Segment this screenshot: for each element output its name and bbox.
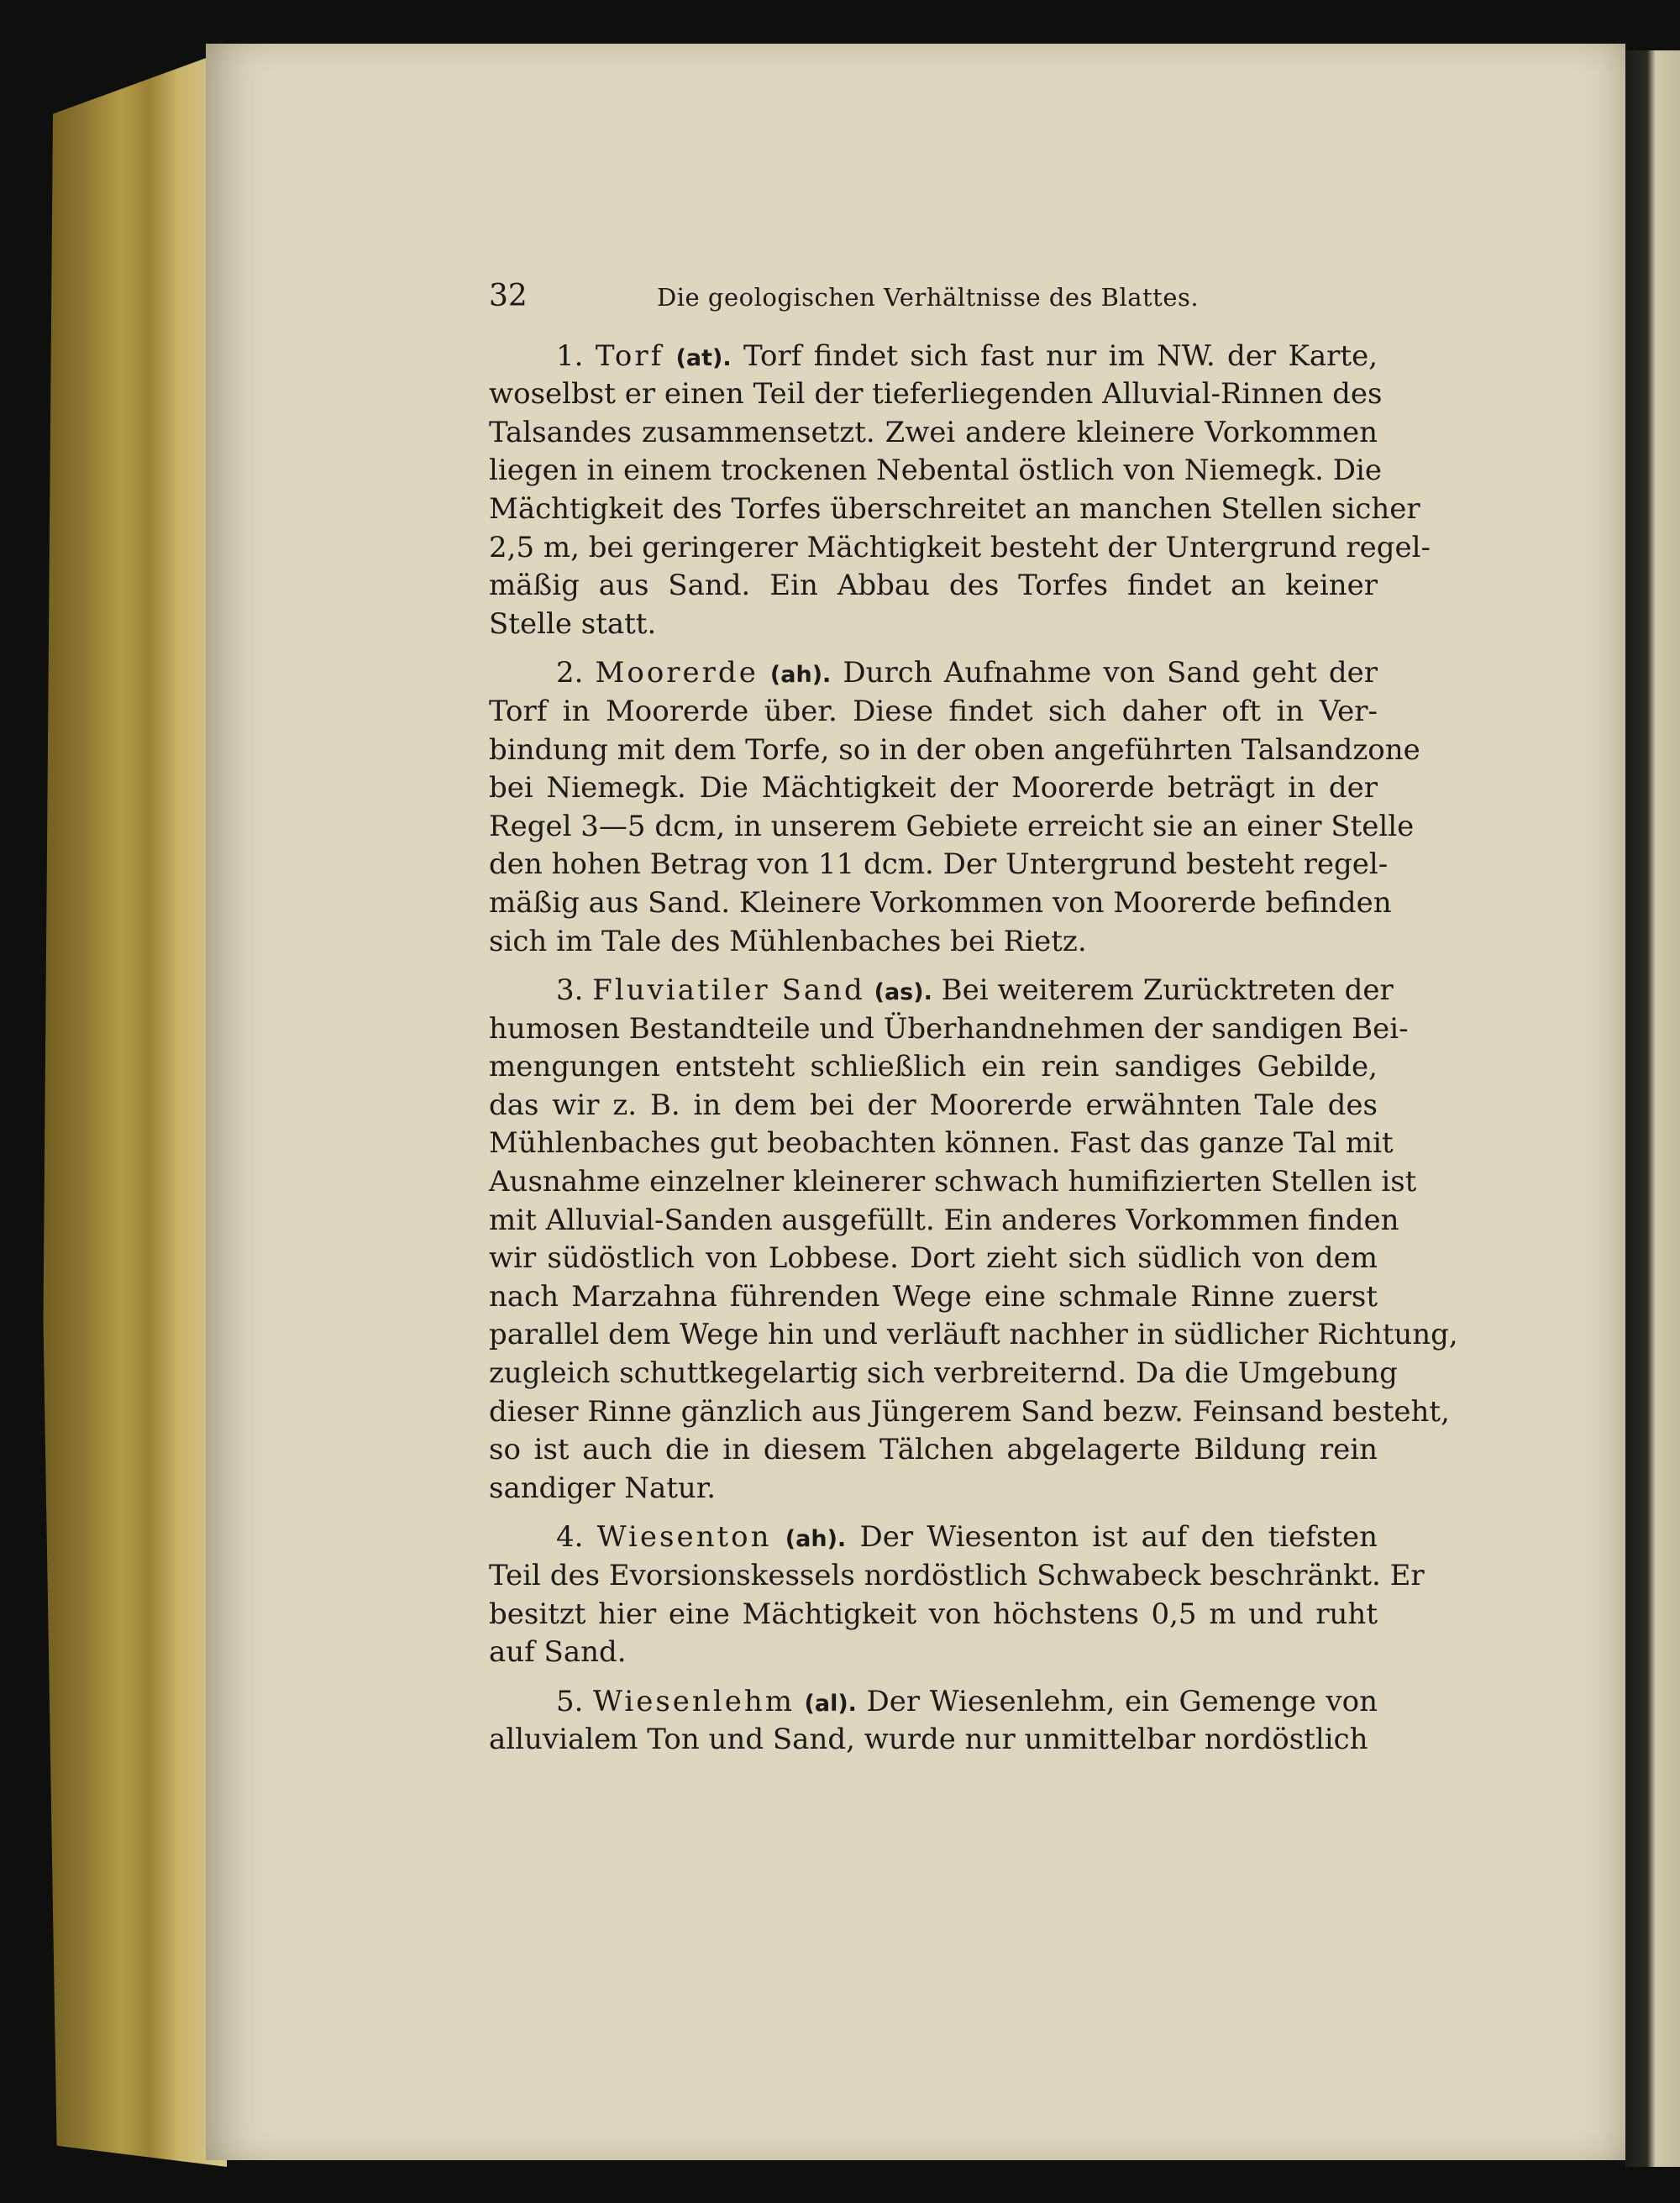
section-number: 2. — [556, 656, 584, 690]
section-term: Fluviatiler Sand — [592, 973, 865, 1008]
text-line: humosen Bestandteile und Überhandnehmen der sandigen Bei- — [489, 1011, 1409, 1046]
text-line: Mühlenbaches gut beobachten können. Fast das ganze Tal mit — [489, 1126, 1394, 1161]
running-head-title: Die geologischen Verhältnisse des Blattes. — [657, 283, 1200, 312]
text-line: mäßig aus Sand. Kleinere Vorkommen von Moorerde befinden — [489, 885, 1392, 920]
text-line — [489, 338, 1378, 376]
map-symbol-code: (at). — [675, 344, 732, 371]
text-line: Stelle statt. — [489, 606, 657, 641]
map-symbol-code: (ah). — [785, 1526, 847, 1553]
line-text: Der Wiesenlehm, ein Gemenge von — [866, 1684, 1378, 1718]
text-line: mäßig aus Sand. Ein Abbau des Torfes findet an keiner — [489, 569, 1378, 603]
text-line: mit Alluvial-Sanden ausgefüllt. Ein anderes Vorkommen finden — [489, 1203, 1399, 1237]
page-text — [489, 277, 1458, 1770]
text-line: mengungen entsteht schließlich ein rein sandiges Gebilde, — [489, 1050, 1378, 1084]
text-line: bindung mit dem Torfe, so in der oben angeführten Talsandzone — [489, 732, 1420, 767]
line-text: Durch Aufnahme von Sand geht der — [843, 656, 1378, 690]
text-line: Teil des Evorsionskessels nordöstlich Schwabeck beschränkt. Er — [489, 1559, 1425, 1592]
running-head — [489, 277, 1378, 317]
text-line: sich im Tale des Mühlenbaches bei Rietz. — [489, 924, 1087, 958]
section-term: Torf — [595, 338, 664, 373]
text-line: 2,5 m, bei geringerer Mächtigkeit besteht der Untergrund regel- — [489, 530, 1431, 564]
text-line: zugleich schuttkegelartig sich verbreiternd. Da die Umgebung — [489, 1356, 1398, 1391]
section-paragraph — [489, 654, 1420, 961]
text-line: woselbst er einen Teil der tieferliegenden Alluvial-Rinnen des — [489, 377, 1383, 412]
text-line: sandiger Natur. — [489, 1471, 717, 1505]
line-text: Bei weiterem Zurücktreten der — [941, 973, 1394, 1008]
line-text: Der Wiesenton ist auf den tiefsten — [859, 1520, 1378, 1555]
text-line: alluvialem Ton und Sand, wurde nur unmittelbar nordöstlich — [489, 1723, 1368, 1757]
text-line — [489, 1683, 1378, 1722]
text-line — [489, 654, 1378, 693]
text-line: Regel 3—5 dcm, in unserem Gebiete erreicht sie an einer Stelle — [489, 809, 1415, 843]
text-line: Talsandes zusammensetzt. Zwei andere kleinere Vorkommen — [489, 415, 1378, 449]
text-line: wir südöstlich von Lobbese. Dort zieht sich südlich von dem — [489, 1241, 1378, 1276]
text-line: so ist auch die in diesem Tälchen abgelagerte Bildung rein — [489, 1433, 1378, 1467]
section-number: 3. — [556, 973, 584, 1008]
text-line: auf Sand. — [489, 1635, 627, 1670]
map-symbol-code: (as). — [874, 979, 932, 1006]
section-term: Moorerde — [595, 656, 759, 690]
text-line: parallel dem Wege hin und verläuft nachher in südlicher Richtung, — [489, 1318, 1458, 1352]
text-line: bei Niemegk. Die Mächtigkeit der Moorerde beträgt in der — [489, 771, 1378, 805]
text-line: den hohen Betrag von 11 dcm. Der Untergrund besteht regel- — [489, 847, 1389, 882]
page-number: 32 — [489, 279, 528, 313]
line-text: Torf findet sich fast nur im NW. der Karte, — [743, 338, 1378, 373]
text-line: dieser Rinne gänzlich aus Jüngerem Sand bezw. Feinsand besteht, — [489, 1394, 1450, 1429]
section-term: Wiesenlehm — [593, 1684, 795, 1718]
section-number: 5. — [556, 1684, 584, 1718]
section-number: 1. — [556, 338, 584, 373]
text-line: das wir z. B. in dem bei der Moorerde erwähnten Tale des — [489, 1088, 1378, 1122]
map-symbol-code: (ah). — [769, 662, 832, 689]
text-line — [489, 972, 1394, 1010]
section-number: 4. — [556, 1520, 584, 1555]
text-line: besitzt hier eine Mächtigkeit von höchstens 0,5 m und ruht — [489, 1597, 1378, 1631]
facing-page-edge — [1625, 50, 1680, 2167]
section-paragraph — [489, 338, 1431, 644]
text-line — [489, 1518, 1378, 1557]
text-line: Ausnahme einzelner kleinerer schwach humifizierten Stellen ist — [489, 1165, 1417, 1199]
map-symbol-code: (al). — [804, 1690, 857, 1717]
sections — [489, 338, 1458, 1760]
text-line: nach Marzahna führenden Wege eine schmale Rinne zuerst — [489, 1279, 1378, 1314]
section-paragraph — [489, 972, 1458, 1508]
page-stack-edge — [34, 50, 227, 2167]
text-line: Torf in Moorerde über. Diese findet sich daher oft in Ver- — [489, 694, 1378, 728]
section-term: Wiesenton — [596, 1520, 772, 1555]
text-line: liegen in einem trockenen Nebental östlich von Niemegk. Die — [489, 454, 1383, 488]
text-line: Mächtigkeit des Torfes überschreitet an manchen Stellen sicher — [489, 491, 1420, 526]
section-paragraph — [489, 1683, 1378, 1760]
section-paragraph — [489, 1518, 1425, 1671]
